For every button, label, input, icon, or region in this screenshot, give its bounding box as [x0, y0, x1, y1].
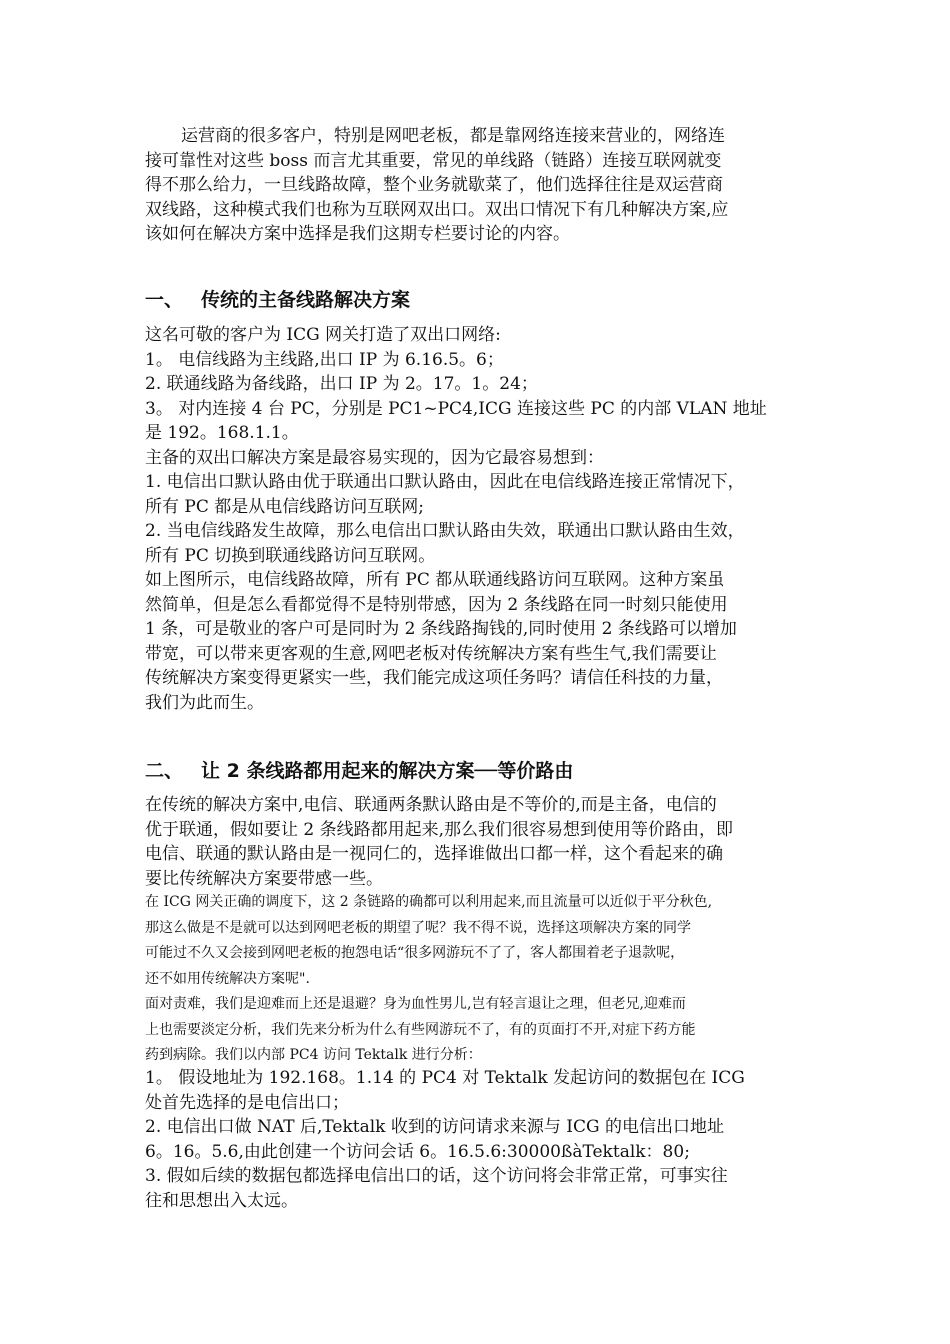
body-line: 在 ICG 网关正确的调度下，这 2 条链路的确都可以利用起来,而且流量可以近似于平分秋色, — [145, 894, 713, 910]
body-line: 3。 对内连接 4 台 PC，分别是 PC1~PC4,ICG 连接这些 PC 的内部 VLAN 地址 — [145, 398, 767, 419]
body-line: 药到病除。我们以内部 PC4 访问 Tektalk 进行分析： — [145, 1047, 482, 1063]
body-line: 面对责难，我们是迎难而上还是退避？身为血性男儿,岂有轻言退让之理，但老兄,迎难而 — [145, 996, 686, 1012]
body-line: 是 192。168.1.1。 — [145, 423, 299, 443]
section-1-heading — [145, 287, 410, 313]
section-2-heading — [145, 758, 573, 784]
body-line: 1. 电信出口默认路由优于联通出口默认路由，因此在电信线路连接正常情况下， — [145, 472, 745, 492]
body-line: 主备的双出口解决方案是最容易实现的，因为它最容易想到： — [145, 447, 604, 468]
body-line: 那这么做是不是就可以达到网吧老板的期望了呢？我不得不说，选择这项解决方案的同学 — [145, 919, 691, 936]
body-line: 1。 电信线路为主线路,出口 IP 为 6.16.5。6； — [145, 349, 504, 370]
body-line: 在传统的解决方案中,电信、联通两条默认路由是不等价的,而是主备，电信的 — [145, 795, 717, 815]
intro-paragraph — [145, 124, 815, 247]
body-line: 要比传统解决方案要带感一些。 — [145, 868, 383, 889]
body-line: 所有 PC 都是从电信线路访问互联网; — [145, 496, 424, 517]
body-line: 往和思想出入太远。 — [145, 1190, 298, 1211]
body-line: 电信、联通的默认路由是一视同仁的，选择谁做出口都一样，这个看起来的确 — [145, 844, 723, 864]
body-line: 上也需要淡定分析，我们先来分析为什么有些网游玩不了，有的页面打不开,对症下药方能 — [145, 1021, 696, 1038]
body-line: 1。 假设地址为 192.168。1.14 的 PC4 对 Tektalk 发起访问的数据包在 ICG — [145, 1068, 745, 1088]
body-line: 这名可敬的客户为 ICG 网关打造了双出口网络: — [145, 325, 501, 345]
section-1-number: 一、 — [145, 289, 184, 311]
body-line: 如上图所示，电信线路故障，所有 PC 都从联通线路访问互联网。这种方案虽 — [145, 570, 725, 590]
intro-line: 接可靠性对这些 boss 而言尤其重要，常见的单线路（链路）连接互联网就变 — [145, 150, 722, 171]
body-line: 2. 当电信线路发生故障，那么电信出口默认路由失效，联通出口默认路由生效， — [145, 521, 745, 541]
body-line: 2. 电信出口做 NAT 后,Tektalk 收到的访问请求来源与 ICG 的电信出口地址 — [145, 1117, 724, 1137]
intro-line: 该如何在解决方案中选择是我们这期专栏要讨论的内容。 — [145, 224, 570, 244]
body-line: 优于联通，假如要让 2 条线路都用起来,那么我们很容易想到使用等价路由，即 — [145, 819, 734, 840]
body-line: 带宽，可以带来更客观的生意,网吧老板对传统解决方案有些生气,我们需要让 — [145, 643, 717, 664]
intro-line: 运营商的很多客户，特别是网吧老板，都是靠网络连接来营业的，网络连 — [181, 126, 725, 146]
body-line: 6。16。5.6,由此创建一个访问会话 6。16.5.6:30000ßàTektalk：80; — [145, 1141, 690, 1162]
body-line: 然简单，但是怎么看都觉得不是特别带感，因为 2 条线路在同一时刻只能使用 — [145, 594, 728, 615]
body-line: 3. 假如后续的数据包都选择电信出口的话，这个访问将会非常正常，可事实往 — [145, 1166, 728, 1186]
body-line: 传统解决方案变得更紧实一些，我们能完成这项任务吗？请信任科技的力量， — [145, 668, 723, 688]
section-2-title: 让 2 条线路都用起来的解决方案──等价路由 — [201, 760, 574, 782]
body-line: 所有 PC 切换到联通线路访问互联网。 — [145, 545, 436, 566]
body-line: 我们为此而生。 — [145, 692, 264, 713]
section-2-body-b — [145, 1066, 815, 1213]
body-line: 可能过不久又会接到网吧老板的抱怨电话“很多网游玩不了了，客人都围着老子退款呢， — [145, 945, 685, 961]
section-2-number: 二、 — [145, 760, 184, 782]
section-1-body — [145, 323, 815, 715]
section-2-body-small — [145, 890, 815, 1069]
intro-line: 得不那么给力，一旦线路故障，整个业务就歇菜了，他们选择往往是双运营商 — [145, 175, 723, 195]
body-line: 还不如用传统解决方案呢". — [145, 970, 310, 987]
body-line: 2. 联通线路为备线路，出口 IP 为 2。17。1。24； — [145, 374, 538, 394]
body-line: 1 条，可是敬业的客户可是同时为 2 条线路掏钱的,同时使用 2 条线路可以增加 — [145, 619, 737, 639]
body-line: 处首先选择的是电信出口； — [145, 1092, 349, 1113]
intro-line: 双线路，这种模式我们也称为互联网双出口。双出口情况下有几种解决方案,应 — [145, 199, 729, 220]
section-1-title: 传统的主备线路解决方案 — [201, 289, 411, 311]
section-2-body-a — [145, 793, 815, 891]
